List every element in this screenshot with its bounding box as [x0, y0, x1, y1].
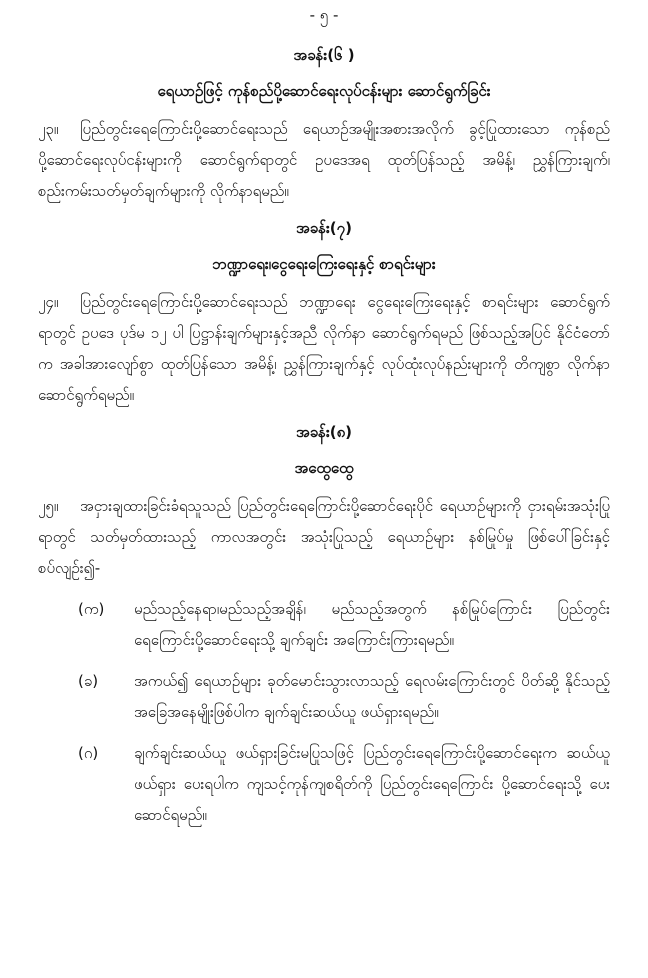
- chapter-7-title: ဘဏ္ဍာရေး၊ငွေရေးကြေးရေးနှင့် စာရင်းများ: [212, 255, 436, 273]
- paragraph-24: [38, 287, 610, 411]
- list-item: [78, 594, 610, 656]
- page-number: - ၅ -: [309, 6, 339, 24]
- paragraph-25: [38, 491, 610, 584]
- chapter-7-heading: အခန်း(၇): [296, 219, 352, 237]
- paragraph-25-text: အငှားချထားခြင်းခံရသူသည် ပြည်တွင်းရေကြောင်းပို့ဆောင်ရေးပိုင် ရေယာဉ်များကို ငှားရမ်းအသုံးပြုရာတွင် သတ်မှတ်ထားသည့် ကာလအတွင်း အသုံးပြုသည့် ရေယာဉ်များ နစ်မြုပ်မှု ဖြစ်ပေါ်ခြင်းနှင့် စပ်လျဉ်း၍-: [38, 497, 610, 577]
- paragraph-23: [38, 114, 610, 207]
- list-item-marker: (ဂ): [78, 744, 99, 762]
- list-item: [78, 738, 610, 831]
- chapter-6-title: ရေယာဉ်ဖြင့် ကုန်စည်ပို့ဆောင်ရေးလုပ်ငန်းများ ဆောင်ရွက်ခြင်း: [157, 82, 491, 100]
- paragraph-23-number: ၂၃။: [38, 120, 59, 138]
- paragraph-24-number: ၂၄။: [38, 293, 59, 311]
- paragraph-23-text: ပြည်တွင်းရေကြောင်းပို့ဆောင်ရေးသည် ရေယာဉ်အမျိုးအစားအလိုက် ခွင့်ပြုထားသော ကုန်စည်ပို့ဆောင်ရေးလုပ်ငန်းများကို ဆောင်ရွက်ရာတွင် ဥပဒေအရ ထုတ်ပြန်သည့် အမိန့်၊ ညွှန်ကြားချက်၊ စည်းကမ်းသတ်မှတ်ချက်များကို လိုက်နာရမည်။: [38, 120, 610, 200]
- list-item-marker: (ခ): [78, 672, 99, 690]
- paragraph-24-text: ပြည်တွင်းရေကြောင်းပို့ဆောင်ရေးသည် ဘဏ္ဍာရေး ငွေရေးကြေးရေးနှင့် စာရင်းများ ဆောင်ရွက်ရာတွင် ဥပဒေ ပုဒ်မ ၁၂ ပါ ပြဋ္ဌာန်းချက်များနှင့်အညီ လိုက်နာ ဆောင်ရွက်ရမည် ဖြစ်သည့်အပြင် နိုင်ငံတော်က အခါအားလျော်စွာ ထုတ်ပြန်သော အမိန့်၊ ညွှန်ကြားချက်နှင့် လုပ်ထုံးလုပ်နည်းများကို တိကျစွာ လိုက်နာ ဆောင်ရွက်ရမည်။: [38, 293, 610, 404]
- chapter-8-title: အထွေထွေ: [294, 459, 354, 477]
- list-item-text: အကယ်၍ ရေယာဉ်များ ခုတ်မောင်းသွားလာသည့် ရေလမ်းကြောင်းတွင် ပိတ်ဆို့ နိုင်သည့် အခြေအနေမျိုးဖြစ်ပါက ချက်ချင်းဆယ်ယူ ဖယ်ရှားရမည်။: [134, 672, 610, 721]
- chapter-6-heading: အခန်း(၆ ): [293, 46, 355, 64]
- list-item-text: မည်သည့်နေရာ၊မည်သည့်အချိန်၊ မည်သည့်အတွက် နစ်မြုပ်ကြောင်း ပြည်တွင်း ရေကြောင်းပို့ဆောင်ရေးသို့ ချက်ချင်း အကြောင်းကြားရမည်။: [134, 600, 610, 649]
- list-item-marker: (က): [78, 600, 105, 618]
- chapter-8-heading: အခန်း(၈): [295, 423, 353, 441]
- paragraph-25-number: ၂၅။: [38, 497, 59, 515]
- list-item-text: ချက်ချင်းဆယ်ယူ ဖယ်ရှားခြင်းမပြုသဖြင့် ပြည်တွင်းရေကြောင်းပို့ဆောင်ရေးက ဆယ်ယူဖယ်ရှား ပေးရပါက ကျသင့်ကုန်ကျစရိတ်ကို ပြည်တွင်းရေကြောင်း ပို့ဆောင်ရေးသို့ ပေးဆောင်ရမည်။: [134, 744, 610, 824]
- list-item: [78, 666, 610, 728]
